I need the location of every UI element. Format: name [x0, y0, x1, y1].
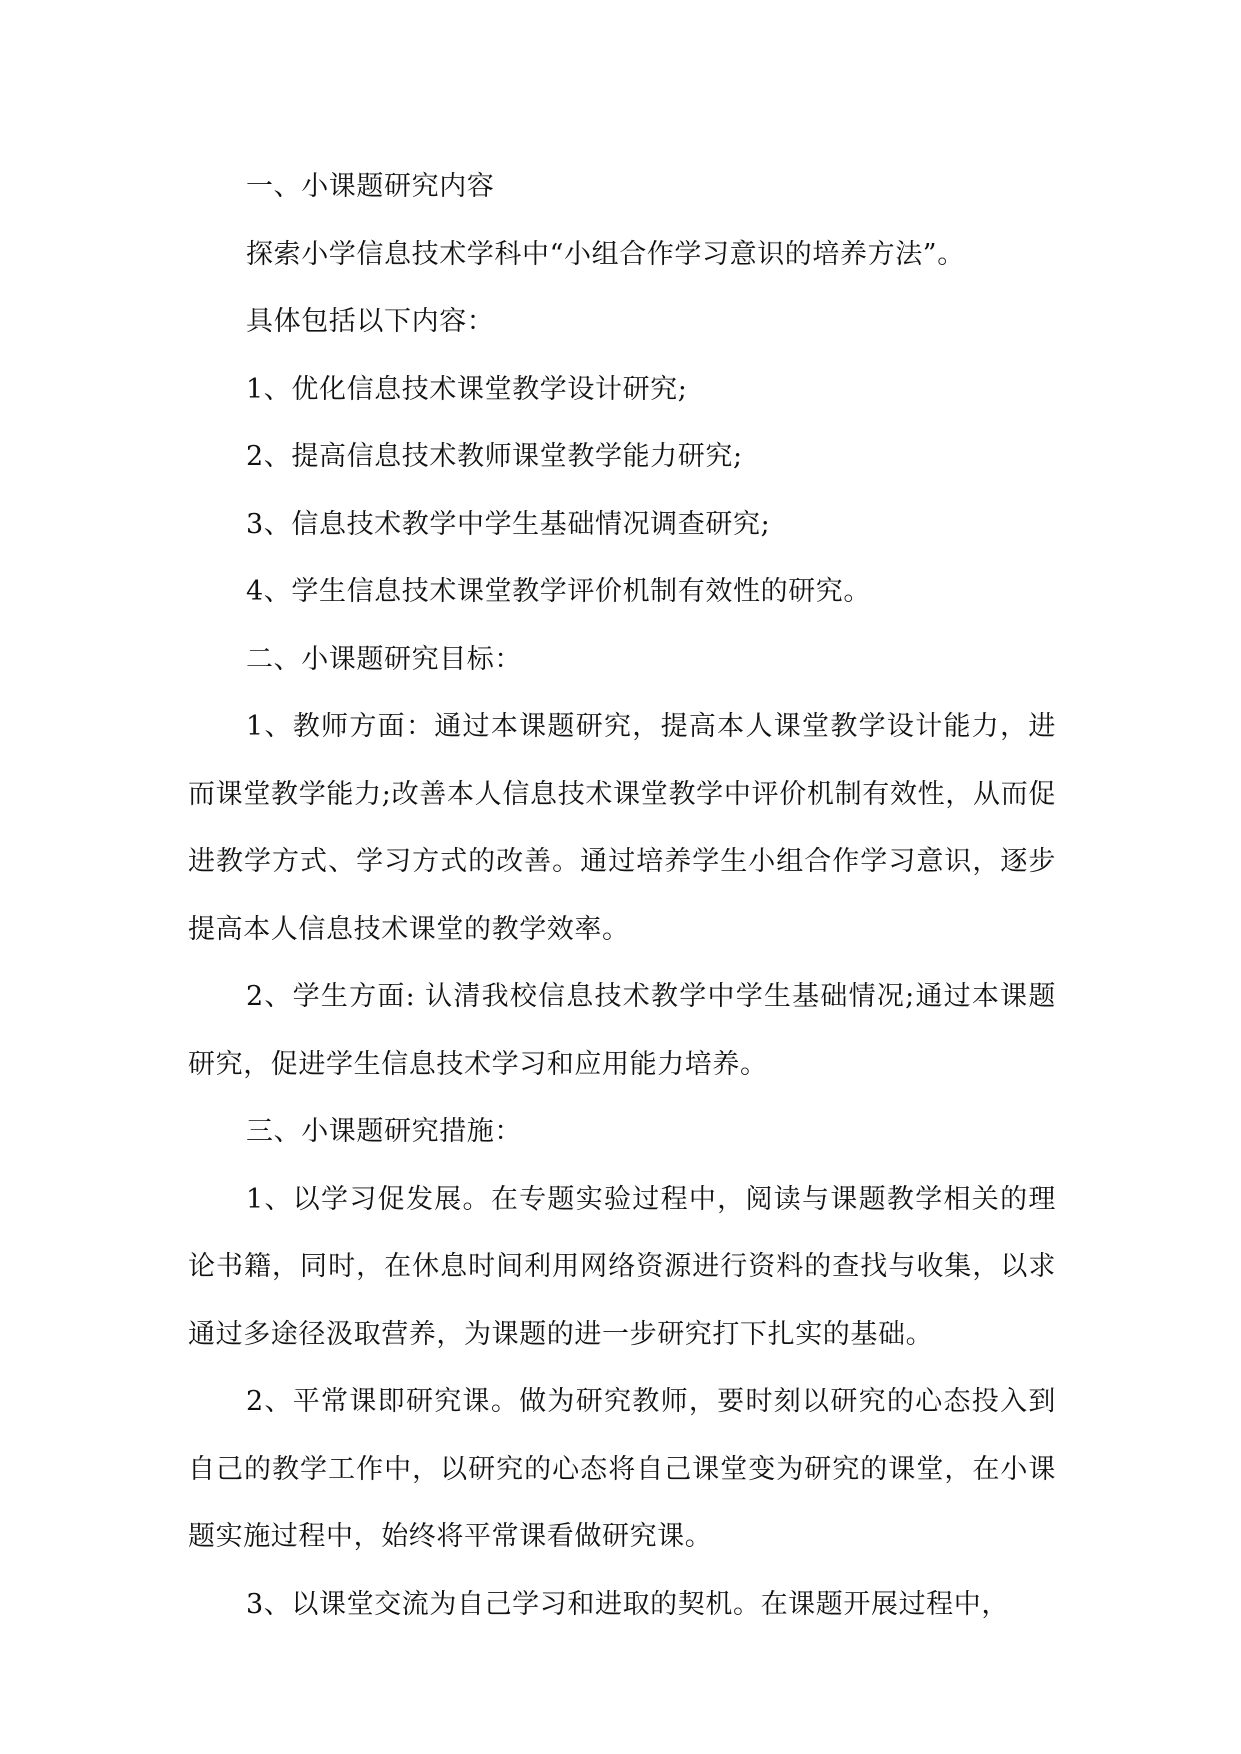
paragraph-teacher-goals: 1、教师方面：通过本课题研究，提高本人课堂教学设计能力，进而课堂教学能力;改善本人信息技术课堂教学中评价机制有效性，从而促进教学方式、学习方式的改善。通过培养学生小组合作学习意识，逐步提高本人信息技术课堂的教学效率。	[188, 711, 1056, 945]
list-item-2: 2、提高信息技术教师课堂教学能力研究;	[246, 441, 743, 472]
list-item-1: 1、优化信息技术课堂教学设计研究;	[246, 373, 688, 405]
document-body	[188, 153, 1056, 1638]
paragraph-includes: 具体包括以下内容：	[246, 306, 495, 337]
section-heading-content: 一、小课题研究内容	[246, 171, 495, 202]
list-item-4: 4、学生信息技术课堂教学评价机制有效性的研究。	[246, 576, 871, 607]
paragraph-topic: 探索小学信息技术学科中“小组合作学习意识的培养方法”。	[246, 238, 965, 270]
list-item-3: 3、信息技术教学中学生基础情况调查研究;	[246, 508, 771, 540]
paragraph-student-goals: 2、学生方面: 认清我校信息技术教学中学生基础情况;通过本课题研究，促进学生信息技术学习和应用能力培养。	[188, 981, 1056, 1080]
paragraph-measure-3: 3、以课堂交流为自己学习和进取的契机。在课题开展过程中，	[246, 1588, 1009, 1620]
paragraph-measure-1: 1、以学习促发展。在专题实验过程中，阅读与课题教学相关的理论书籍，同时，在休息时间利用网络资源进行资料的查找与收集，以求通过多途径汲取营养，为课题的进一步研究打下扎实的基础。	[188, 1183, 1056, 1350]
section-heading-goals: 二、小课题研究目标：	[246, 643, 522, 675]
section-heading-measures: 三、小课题研究措施：	[246, 1116, 522, 1147]
paragraph-measure-2: 2、平常课即研究课。做为研究教师，要时刻以研究的心态投入到自己的教学工作中，以研究的心态将自己课堂变为研究的课堂，在小课题实施过程中，始终将平常课看做研究课。	[188, 1386, 1056, 1552]
